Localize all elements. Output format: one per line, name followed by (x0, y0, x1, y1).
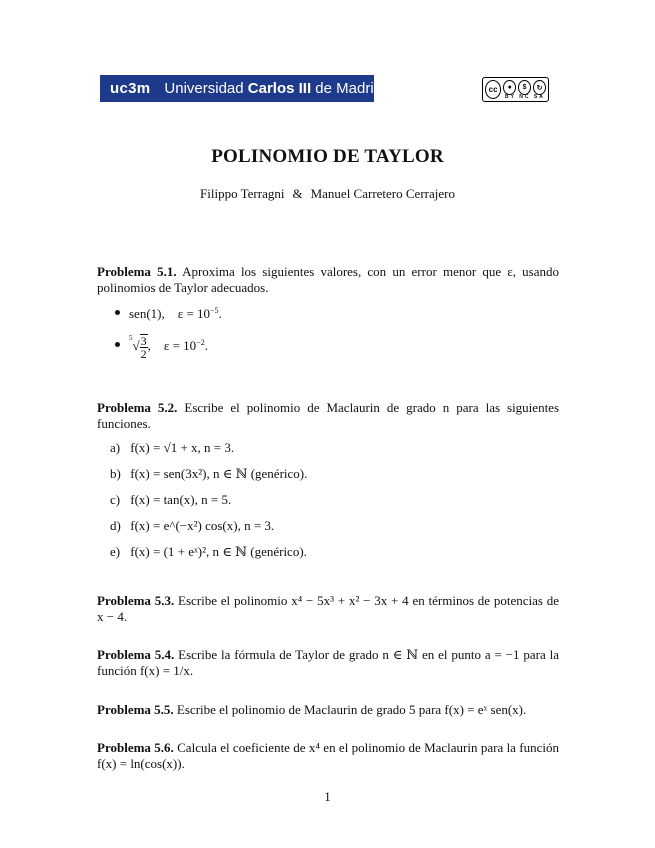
fraction: $\frac{3}{2}$ (140, 334, 147, 361)
author-2: Manuel Carretero Cerrajero (310, 186, 455, 201)
problem-5-3: Problema 5.3. Escribe el polinomio x⁴ − 5x³ + x² − 3x + 4 en términos de potencias de x − 4. (97, 593, 560, 624)
nc-icon: $ (518, 80, 531, 95)
list-item: a) f(x) = √1 + x, n = 3. (110, 440, 235, 455)
by-icon: ● (503, 80, 516, 95)
problem-text: Escribe la fórmula de Taylor de grado n ∈ ℕ en el punto a = −1 para la función f(x) = 1/x. (97, 647, 560, 678)
problem-text: Aproxima los siguientes valores, con un error menor que ε, usando polinomios de Taylor adecuados. (97, 264, 559, 295)
problem-5-1 (97, 264, 559, 296)
authors (0, 186, 655, 202)
author-1: Filippo Terragni (200, 186, 285, 201)
list-item: b) f(x) = sen(3x²), n ∈ ℕ (genérico). (110, 466, 308, 481)
problem-label: Problema 5.2. (97, 400, 178, 415)
problem-5-2 (97, 400, 559, 432)
problem-5-5 (97, 702, 559, 718)
problem-label: Problema 5.4. (97, 647, 175, 662)
page-number: 1 (324, 789, 331, 804)
creative-commons-license-icon (482, 77, 549, 102)
problem-label: Problema 5.6. (97, 740, 174, 755)
problem-label: Problema 5.1. (97, 264, 177, 279)
bullet-item-2: $^5$√ $\frac{3}{2}$ , $\varepsilon = 10^{-2}$. (115, 334, 208, 360)
uni-name: Universidad Carlos III de Madrid (164, 80, 382, 97)
sa-icon: ↻ (533, 80, 546, 95)
polynomial: x⁴ − 5x³ + x² − 3x + 4 (291, 593, 409, 608)
list-item: c) f(x) = tan(x), n = 5. (110, 492, 232, 507)
uni-short: uc3m (110, 80, 151, 97)
bullet-icon (115, 342, 120, 347)
list-item: e) f(x) = (1 + eˣ)², n ∈ ℕ (genérico). (110, 544, 307, 559)
university-logo (100, 75, 382, 102)
problem-text: Escribe el polinomio de Maclaurin de grado 5 para f(x) = eˣ sen(x). (176, 702, 527, 717)
author-separator: & (292, 186, 303, 201)
list-item: d) f(x) = e^(−x²) cos(x), n = 3. (110, 518, 275, 533)
license-sub: BY NC SA (505, 94, 545, 100)
problem-text: Calcula el coeficiente de x⁴ en el polinomio de Maclaurin para la función f(x) = ln(cos(x)). (97, 740, 560, 771)
bullet-item-1: sen(1), $\varepsilon = 10^{-5}$. (115, 306, 222, 322)
problem-text: Escribe el polinomio de Maclaurin de grado n para las siguientes funciones. (97, 400, 560, 431)
problem-label: Problema 5.3. (97, 593, 175, 608)
cc-icon: cc (485, 80, 501, 99)
page-title: POLINOMIO DE TAYLOR (211, 146, 444, 167)
bullet-icon (115, 310, 120, 315)
problem-5-6 (97, 740, 559, 772)
problem-5-4 (97, 647, 559, 679)
problem-label: Problema 5.5. (97, 702, 174, 717)
